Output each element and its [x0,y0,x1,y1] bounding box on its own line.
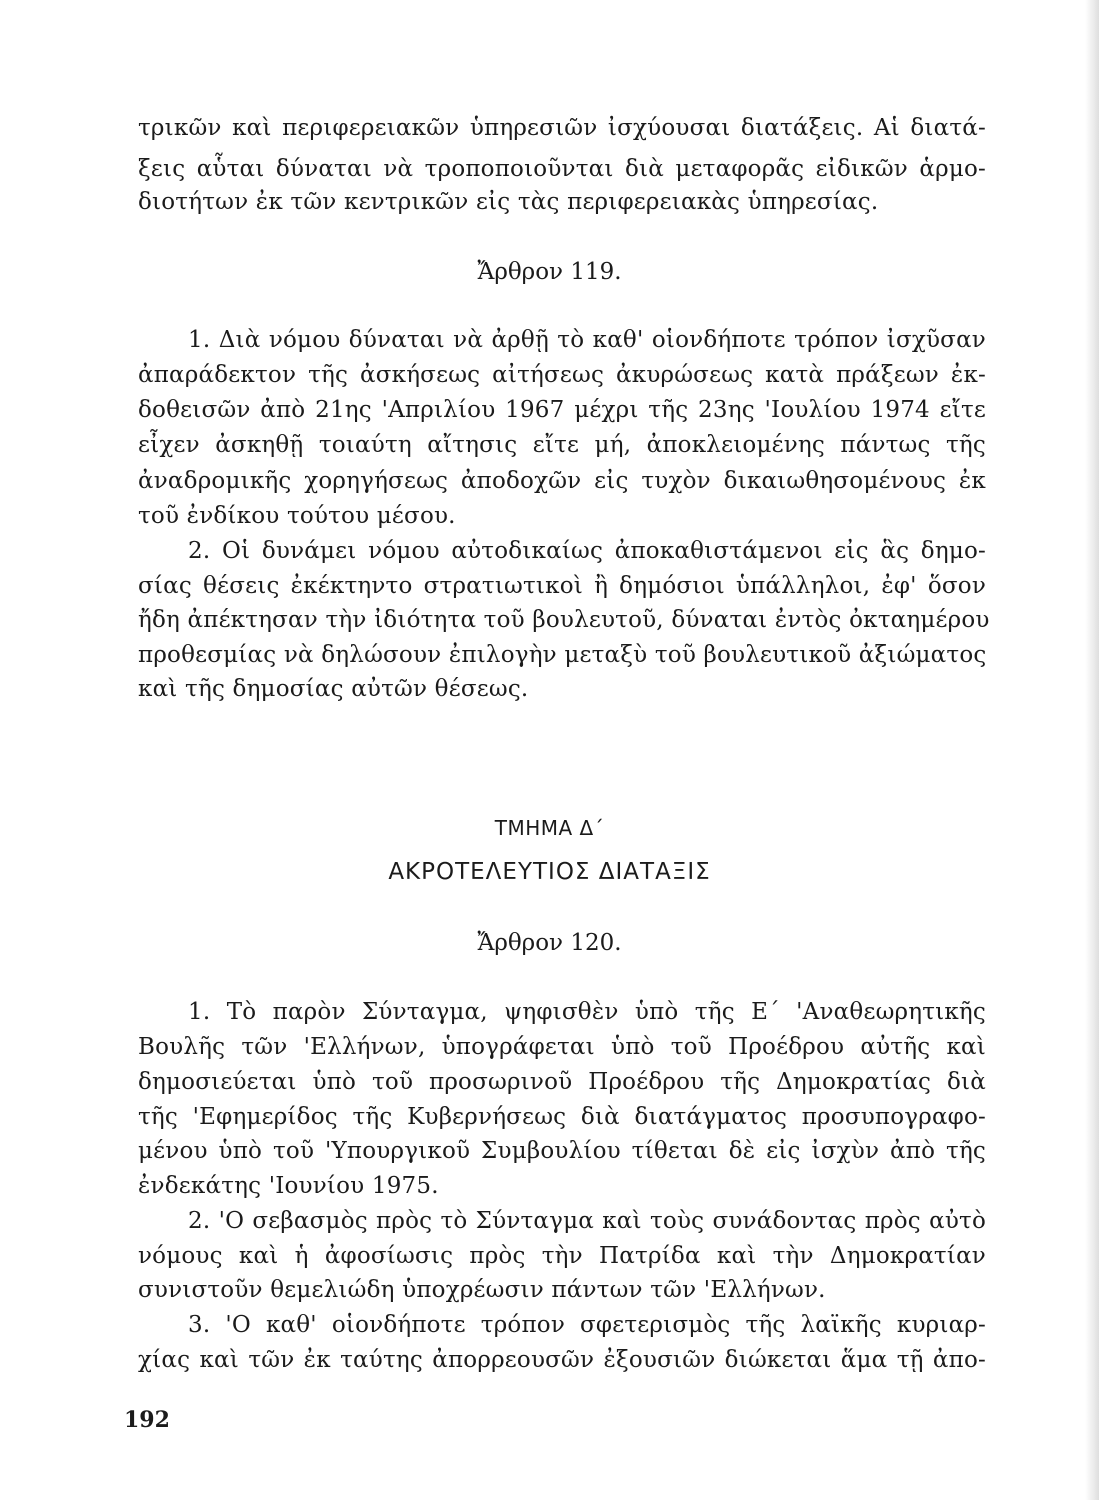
text-line: ἤδη ἀπέκτησαν τὴν ἰδιότητα τοῦ βουλευτοῦ, δύναται ἐντὸς ὀκταημέρου [138,607,990,633]
text-line: 1. Τὸ παρὸν Σύνταγμα, ψηφισθὲν ὑπὸ τῆς Ε΄ 'Αναθεωρητικῆς [188,999,986,1025]
article-120-heading: Ἄρθρον 120. [477,930,622,956]
text-line: μένου ὑπὸ τοῦ 'Υπουργικοῦ Συμβουλίου τίθεται δὲ εἰς ἰσχὺν ἀπὸ τῆς [138,1138,986,1164]
text-line: δοθεισῶν ἀπὸ 21ης 'Απριλίου 1967 μέχρι τῆς 23ης 'Ιουλίου 1974 εἴτε [138,397,986,423]
text-line: 1. Διὰ νόμου δύναται νὰ ἀρθῇ τὸ καθ' οἱονδήποτε τρόπον ἰσχῦσαν [188,327,986,353]
text-line: ἀπαράδεκτον τῆς ἀσκήσεως αἰτήσεως ἀκυρώσεως κατὰ πράξεων ἐκ- [138,362,986,388]
section-title: ΑΚΡΟΤΕΛΕΥΤΙΟΣ ΔΙΑΤΑΞΙΣ [388,859,711,885]
text-line: σίας θέσεις ἐκέκτηντο στρατιωτικοὶ ἢ δημόσιοι ὑπάλληλοι, ἐφ' ὅσον [138,573,986,599]
article-119-heading: Ἄρθρον 119. [477,259,622,285]
section-label: ΤΜΗΜΑ Δ΄ [494,816,605,840]
text-line: καὶ τῆς δημοσίας αὐτῶν θέσεως. [138,676,529,702]
text-line: ξεις αὗται δύναται νὰ τροποποιοῦνται διὰ μεταφορᾶς εἰδικῶν ἁρμο- [138,156,986,182]
text-line: εἶχεν ἀσκηθῇ τοιαύτη αἴτησις εἴτε μή, ἀποκλειομένης πάντως τῆς [138,432,986,458]
text-line: διοτήτων ἐκ τῶν κεντρικῶν εἰς τὰς περιφερειακὰς ὑπηρεσίας. [138,189,879,215]
text-line: χίας καὶ τῶν ἐκ ταύτης ἀπορρεουσῶν ἐξουσιῶν διώκεται ἅμα τῇ ἀπο- [138,1347,986,1373]
text-line: τρικῶν καὶ περιφερειακῶν ὑπηρεσιῶν ἰσχύουσαι διατάξεις. Αἱ διατά- [138,115,986,141]
text-line: ἀναδρομικῆς χορηγήσεως ἀποδοχῶν εἰς τυχὸν δικαιωθησομένους ἐκ [138,468,986,494]
text-line: Βουλῆς τῶν 'Ελλήνων, ὑπογράφεται ὑπὸ τοῦ Προέδρου αὐτῆς καὶ [138,1034,986,1060]
text-line: συνιστοῦν θεμελιώδη ὑποχρέωσιν πάντων τῶν 'Ελλήνων. [138,1277,826,1303]
text-line: τῆς 'Εφημερίδος τῆς Κυβερνήσεως διὰ διατάγματος προσυπογραφο- [138,1104,986,1130]
page-edge-shadow [1085,0,1099,1500]
text-line: ἐνδεκάτης 'Ιουνίου 1975. [138,1173,439,1199]
text-line: τοῦ ἐνδίκου τούτου μέσου. [138,503,456,529]
text-line: 2. 'Ο σεβασμὸς πρὸς τὸ Σύνταγμα καὶ τοὺς συνάδοντας πρὸς αὐτὸ [188,1208,986,1234]
text-line: νόμους καὶ ἡ ἀφοσίωσις πρὸς τὴν Πατρίδα καὶ τὴν Δημοκρατίαν [138,1243,986,1269]
page-number: 192 [124,1407,170,1433]
text-line: δημοσιεύεται ὑπὸ τοῦ προσωρινοῦ Προέδρου τῆς Δημοκρατίας διὰ [138,1069,986,1095]
text-line: προθεσμίας νὰ δηλώσουν ἐπιλογὴν μεταξὺ τοῦ βουλευτικοῦ ἀξιώματος [138,642,987,668]
text-line: 3. 'Ο καθ' οἱονδήποτε τρόπον σφετερισμὸς τῆς λαϊκῆς κυριαρ- [188,1312,986,1338]
text-line: 2. Οἱ δυνάμει νόμου αὐτοδικαίως ἀποκαθιστάμενοι εἰς ἃς δημο- [188,538,986,564]
